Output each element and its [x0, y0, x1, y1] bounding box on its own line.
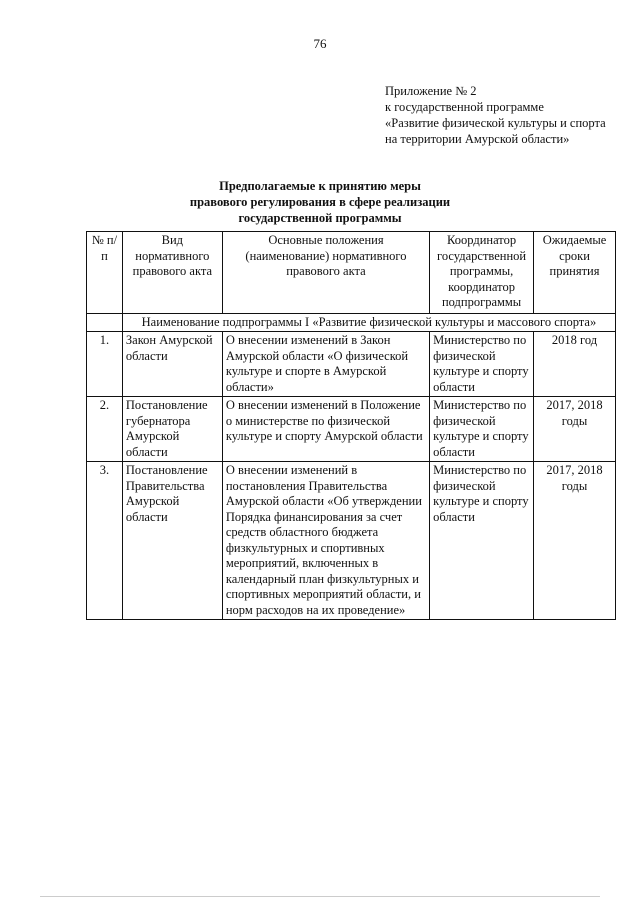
- row-content: О внесении изменений в Положение о министерстве по физической культуре и спорту Амурской области: [222, 397, 429, 462]
- subprogram-number-cell: [87, 313, 123, 332]
- table-row: [87, 462, 616, 620]
- row-coordinator: Министерство по физической культуре и спорту области: [430, 397, 534, 462]
- measures-table: [86, 231, 616, 620]
- row-number: 3.: [87, 462, 123, 620]
- row-coordinator: Министерство по физической культуре и спорту области: [430, 462, 534, 620]
- row-number: 2.: [87, 397, 123, 462]
- table-row: [87, 332, 616, 397]
- row-act-type: Закон Амурской области: [122, 332, 222, 397]
- header-act-type: Вид нормативного правового акта: [122, 232, 222, 314]
- row-coordinator: Министерство по физической культуре и спорту области: [430, 332, 534, 397]
- appendix-line: к государственной программе: [385, 100, 544, 114]
- row-term: 2017, 2018 годы: [534, 397, 616, 462]
- row-act-type: Постановление губернатора Амурской области: [122, 397, 222, 462]
- appendix-line: Приложение № 2: [385, 84, 477, 98]
- appendix-note: [385, 83, 606, 147]
- appendix-line: на территории Амурской области»: [385, 132, 570, 146]
- appendix-line: «Развитие физической культуры и спорта: [385, 116, 606, 130]
- subprogram-row: [87, 313, 616, 332]
- table-row: [87, 397, 616, 462]
- row-content: О внесении изменений в постановления Правительства Амурской области «Об утверждении Порядка финансирования за счет средств областного бюджета физкультурных и спортивных мероприятий, включенных в календарный план физкультурных и спортивных мероприятий области, и норм расходов на их проведение»: [222, 462, 429, 620]
- header-content: Основные положения (наименование) нормативного правового акта: [222, 232, 429, 314]
- table-header-row: [87, 232, 616, 314]
- page-edge-divider: [40, 896, 600, 897]
- header-number: № п/п: [87, 232, 123, 314]
- row-term: 2017, 2018 годы: [534, 462, 616, 620]
- subprogram-title: Наименование подпрограммы I «Развитие физической культуры и массового спорта»: [122, 313, 615, 332]
- header-coordinator: Координатор государственной программы, координатор подпрограммы: [430, 232, 534, 314]
- row-content: О внесении изменений в Закон Амурской области «О физической культуре и спорте в Амурской области»: [222, 332, 429, 397]
- title-line: государственной программы: [238, 211, 402, 225]
- document-title: [0, 178, 640, 226]
- row-term: 2018 год: [534, 332, 616, 397]
- row-number: 1.: [87, 332, 123, 397]
- page-number: 76: [313, 36, 327, 51]
- title-line: Предполагаемые к принятию меры: [219, 179, 421, 193]
- title-line: правового регулирования в сфере реализации: [189, 195, 451, 209]
- row-act-type: Постановление Правительства Амурской области: [122, 462, 222, 620]
- header-term: Ожидаемые сроки принятия: [534, 232, 616, 314]
